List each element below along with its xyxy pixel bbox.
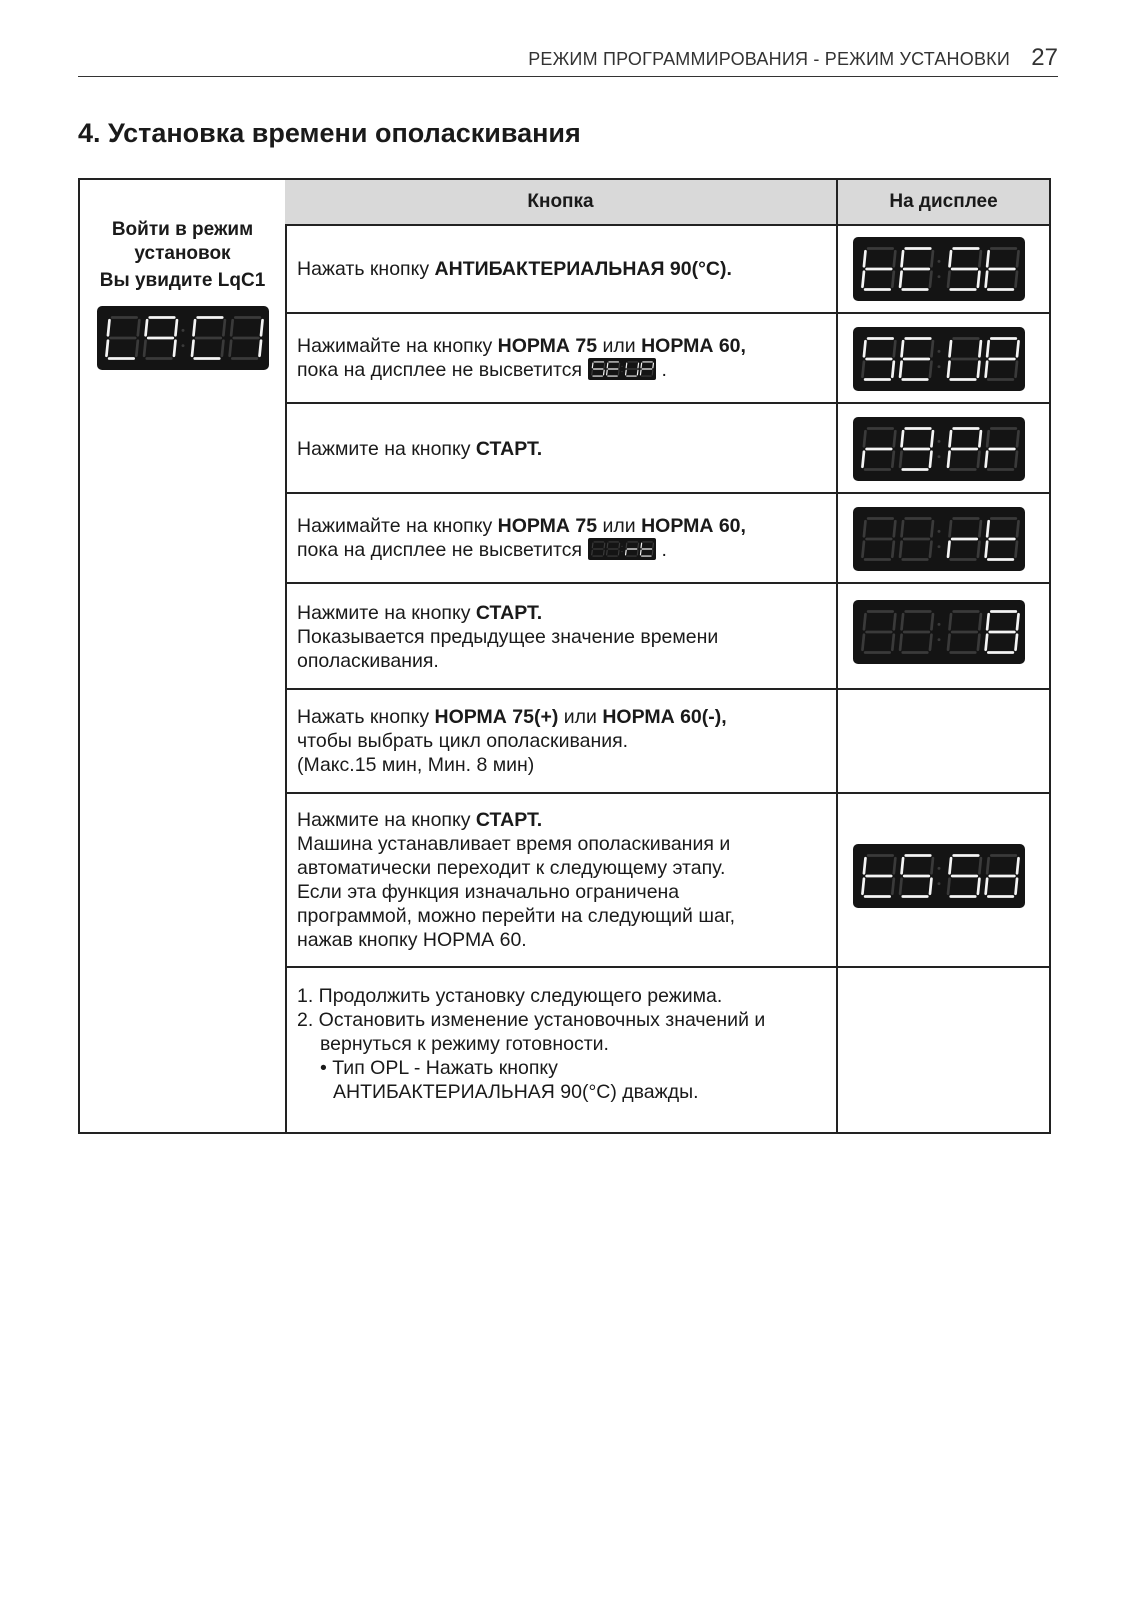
lcd-colon-dot bbox=[621, 546, 622, 547]
lcd-digit bbox=[592, 542, 605, 556]
button-cell bbox=[285, 794, 838, 966]
table-row bbox=[285, 404, 1049, 494]
display-cell-empty bbox=[838, 968, 1049, 1132]
lcd-digit bbox=[986, 339, 1019, 380]
column-header-button: Кнопка bbox=[285, 180, 838, 224]
display-cell bbox=[838, 794, 1049, 966]
enter-mode-line2: установок bbox=[134, 243, 231, 264]
lcd-digit bbox=[641, 362, 654, 376]
lcd-digit bbox=[986, 519, 1019, 560]
lcd-display-tssd bbox=[853, 844, 1025, 908]
table-row bbox=[285, 314, 1049, 404]
lcd-display-rt bbox=[853, 507, 1025, 571]
table-row bbox=[285, 690, 1049, 794]
lcd-colon-dot bbox=[938, 365, 941, 368]
lcd-colon-dot bbox=[938, 867, 941, 870]
lcd-digit bbox=[862, 612, 895, 653]
lcd-colon-dot bbox=[938, 275, 941, 278]
lcd-digit bbox=[948, 429, 981, 470]
lcd-colon-dot bbox=[938, 440, 941, 443]
lcd-digit bbox=[948, 856, 981, 897]
instruction-text: Нажмите на кнопку СТАРТ. bbox=[297, 438, 543, 460]
lcd-digit bbox=[900, 429, 933, 470]
table-row bbox=[285, 494, 1049, 584]
lcd-digit bbox=[192, 318, 225, 359]
instruction-text: 1. Продолжить установку следующего режима. 2. Остановить изменение установочных значений и вернуться к режиму готовности. • Тип OPL - Нажать кнопку АНТИБАКТЕРИАЛЬНАЯ 90(°С) дважды. bbox=[297, 985, 766, 1103]
lcd-colon-dot bbox=[938, 455, 941, 458]
lcd-colon-dot bbox=[621, 366, 622, 367]
lcd-digit bbox=[144, 318, 177, 359]
lcd-digit bbox=[626, 362, 639, 376]
instruction-text: Нажмите на кнопку СТАРТ. Показывается предыдущее значение времени ополаскивания. bbox=[297, 602, 719, 672]
display-cell bbox=[838, 314, 1049, 402]
inline-lcd-rt bbox=[588, 538, 656, 560]
inline-lcd-setup bbox=[588, 358, 656, 380]
enter-mode-line3: Вы увидите LqC1 bbox=[99, 270, 266, 291]
button-cell bbox=[285, 690, 838, 792]
lcd-digit bbox=[862, 339, 895, 380]
lcd-digit bbox=[986, 612, 1019, 653]
lcd-digit bbox=[900, 519, 933, 560]
lcd-digit bbox=[641, 542, 654, 556]
lcd-colon-dot bbox=[621, 551, 622, 552]
table-row bbox=[285, 224, 1049, 314]
lcd-colon-dot bbox=[621, 371, 622, 372]
lcd-display-rgpr bbox=[853, 417, 1025, 481]
button-cell bbox=[285, 404, 838, 492]
lcd-colon-dot bbox=[938, 260, 941, 263]
table-row bbox=[285, 794, 1049, 968]
lcd-digit bbox=[948, 339, 981, 380]
lcd-digit bbox=[948, 612, 981, 653]
instruction-text: Нажать кнопку АНТИБАКТЕРИАЛЬНАЯ 90(°С). bbox=[297, 258, 732, 280]
instruction-text: Нажимайте на кнопку НОРМА 75 или НОРМА 60, пока на дисплее не высветится . bbox=[297, 335, 746, 381]
button-cell bbox=[285, 314, 838, 402]
lcd-digit bbox=[862, 856, 895, 897]
lcd-digit bbox=[900, 249, 933, 290]
section-title: РЕЖИМ ПРОГРАММИРОВАНИЯ - РЕЖИМ УСТАНОВКИ bbox=[528, 49, 1010, 69]
lcd-digit bbox=[862, 519, 895, 560]
display-cell bbox=[838, 224, 1049, 312]
lcd-colon-dot bbox=[182, 329, 185, 332]
lcd-display-8 bbox=[853, 600, 1025, 664]
lcd-display-lqc1 bbox=[97, 306, 269, 370]
lcd-digit bbox=[900, 856, 933, 897]
display-cell-empty bbox=[838, 690, 1049, 792]
display-cell bbox=[838, 404, 1049, 492]
page-number: 27 bbox=[1031, 44, 1058, 71]
lcd-colon-dot bbox=[938, 882, 941, 885]
lcd-digit bbox=[948, 249, 981, 290]
lcd-digit bbox=[986, 429, 1019, 470]
button-cell bbox=[285, 968, 838, 1132]
page-header bbox=[78, 40, 1058, 77]
display-cell bbox=[838, 584, 1049, 688]
instruction-text: Нажимайте на кнопку НОРМА 75 или НОРМА 60, пока на дисплее не высветится . bbox=[297, 515, 746, 561]
lcd-digit bbox=[607, 362, 620, 376]
instruction-table bbox=[78, 178, 1051, 1134]
lcd-digit bbox=[900, 612, 933, 653]
lcd-colon-dot bbox=[938, 350, 941, 353]
lcd-display-test bbox=[853, 237, 1025, 301]
lcd-digit bbox=[862, 249, 895, 290]
page-title: 4. Установка времени ополаскивания bbox=[78, 118, 581, 148]
table-row bbox=[285, 584, 1049, 690]
instruction-text: Нажать кнопку НОРМА 75(+) или НОРМА 60(-), чтобы выбрать цикл ополаскивания. (Макс.15 мин, Мин. 8 мин) bbox=[297, 706, 727, 776]
lcd-digit bbox=[986, 249, 1019, 290]
instruction-text: Нажмите на кнопку СТАРТ. Машина устанавливает время ополаскивания и автоматически переходит к следующему этапу. Если эта функция изначально ограничена программой, можно перейти на следующий шаг, нажав кнопку НОРМА 60. bbox=[297, 809, 735, 951]
lcd-digit bbox=[106, 318, 139, 359]
column-header-display: На дисплее bbox=[889, 191, 998, 212]
lcd-digit bbox=[986, 856, 1019, 897]
lcd-digit bbox=[230, 318, 263, 359]
display-cell bbox=[838, 494, 1049, 582]
table-header-row bbox=[285, 180, 1049, 226]
lcd-digit bbox=[592, 362, 605, 376]
enter-mode-line1: Войти в режим bbox=[111, 219, 254, 240]
lcd-colon-dot bbox=[938, 638, 941, 641]
lcd-colon-dot bbox=[938, 545, 941, 548]
lcd-display-setup bbox=[853, 327, 1025, 391]
table-row bbox=[285, 968, 1049, 1132]
lcd-colon-dot bbox=[938, 530, 941, 533]
lcd-colon-dot bbox=[182, 344, 185, 347]
lcd-digit bbox=[948, 519, 981, 560]
button-cell bbox=[285, 584, 838, 688]
enter-mode-cell bbox=[80, 180, 287, 1132]
button-cell bbox=[285, 224, 838, 312]
lcd-colon-dot bbox=[938, 623, 941, 626]
enter-mode-text bbox=[80, 218, 285, 293]
lcd-digit bbox=[900, 339, 933, 380]
button-cell bbox=[285, 494, 838, 582]
lcd-digit bbox=[862, 429, 895, 470]
lcd-digit bbox=[626, 542, 639, 556]
lcd-digit bbox=[607, 542, 620, 556]
